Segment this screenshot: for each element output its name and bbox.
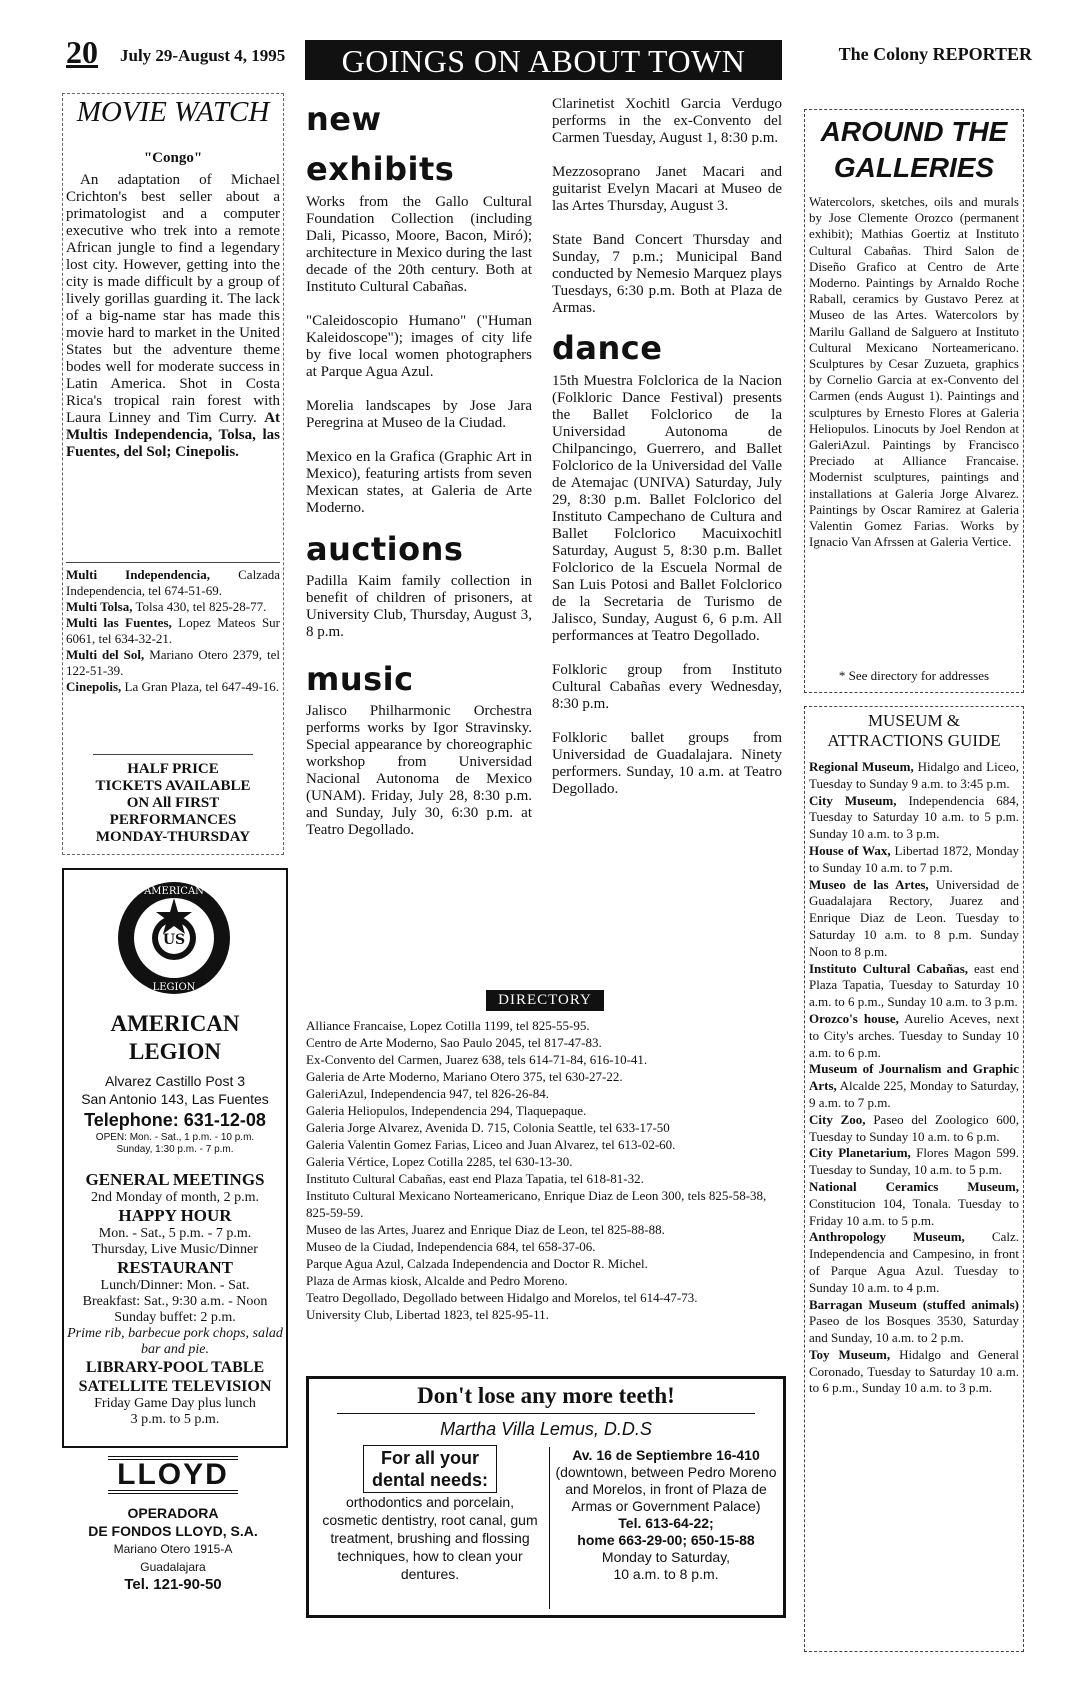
american-legion-ad <box>62 868 288 1448</box>
lloyd-logo: LLOYD <box>108 1456 238 1494</box>
galleries-box <box>804 109 1024 693</box>
dental-services: For all your dental needs: orthodontics and porcelain, cosmetic dentistry, root canal, gum treatment, brushing and flossing techniques, how to clean your dentures. <box>315 1445 545 1583</box>
dental-doctor: Martha Villa Lemus, D.D.S <box>440 1419 652 1439</box>
movie-watch-box <box>62 93 284 855</box>
museum-entry: Instituto Cultural Cabañas, east end Plaza Tapatia, Tuesday to Saturday 10 a.m. to 6 p.m., Sunday 10 a.m. to 3 p.m. <box>809 960 1019 1010</box>
directory-entry: Galeria Jorge Alvarez, Avenida D. 715, Colonia Seattle, tel 633-17-50 <box>306 1120 670 1135</box>
museum-entry: National Ceramics Museum, Constitucion 104, Tonala. Tuesday to Friday 10 a.m. to 5 p.m. <box>809 1178 1019 1228</box>
column-three <box>552 96 782 798</box>
auctions-text: Padilla Kaim family collection in benefit of children of prisoners, at University Club, Thursday, August 3, 8 p.m. <box>306 573 532 640</box>
lloyd-info: OPERADORA DE FONDOS LLOYD, S.A. Mariano Otero 1915-A Guadalajara Tel. 121-90-50 <box>88 1505 258 1593</box>
cinema-item: Multi las Fuentes, Lopez Mateos Sur 6061, tel 634-32-21. <box>66 615 281 646</box>
directory-entry: Galeria Vértice, Lopez Cotilla 2285, tel 630-13-30. <box>306 1154 573 1169</box>
dental-headline: Don't lose any more teeth! <box>417 1383 675 1408</box>
directory-entry: University Club, Libertad 1823, tel 825-95-11. <box>306 1307 549 1322</box>
directory-entry: Museo de las Artes, Juarez and Enrique Diaz de Leon, tel 825-88-88. <box>306 1222 665 1237</box>
paper-name: The Colony REPORTER <box>838 44 1032 64</box>
legion-info: Alvarez Castillo Post 3 San Antonio 143, Las Fuentes Telephone: 631-12-08 OPEN: Mon. - Sat., 1 p.m. - 10 p.m. Sunday, 1:30 p.m. - 7 p.m. <box>81 1073 269 1155</box>
galleries-text: Watercolors, sketches, oils and murals by Jose Clemente Orozco (permanent exhibit); Mathias Goertiz at Instituto Cultural Cabañas. Third Salon de Diseño Grafico at Centro de Arte Moderno. Paintings by Arnaldo Roche Raball, ceramics by Gustavo Perez at Museo de las Artes. Watercolors by Marilu Galland de Salguero at Instituto Cultural Mexicano Norteamericano. Sculptures by Cesar Zuzueta, graphics by Cornelio Garcia at ex-Convento del Carmen (ends August 1). Paintings and sculptures by Ernesto Flores at Galeria Heliopulos. Linocuts by Joel Rendon at GaleriAzul. Paintings by Francisco Preciado at Alliance Francaise. Modernist sculptures, paintings and installations at Galeria Jorge Alvarez. Paintings by Oscar Ramirez at Galeria Valentin Gomez Farias. Works by Ignacio Van Afrssen at Galeria Vertice. <box>809 194 1019 550</box>
column-two <box>306 94 532 839</box>
directory-entry: Parque Agua Azul, Calzada Independencia and Doctor R. Michel. <box>306 1256 648 1271</box>
emblem-center-text: US <box>162 932 186 948</box>
needs-title: For all your dental needs: <box>363 1445 497 1493</box>
showing-text: At Multis Independencia, Tolsa, las Fuentes, del Sol; Cinepolis. <box>66 410 281 460</box>
museum-entry: City Planetarium, Flores Magon 599. Tuesday to Sunday, 10 a.m. to 5 p.m. <box>809 1145 1019 1178</box>
dance-item: 15th Muestra Folclorica de la Nacion (Folkloric Dance Festival) presents the Ballet Folclorico de la Universidad Autonoma de Chilpancingo, Guerrero, and Ballet Folclorico de la Universidad del Valle de Atemajac (UNIVA) Saturday, July 29, 8:30 p.m. Ballet Folclorico del Instituto Campechano de Cultura and Ballet Folclorico Macuixochitl Saturday, August 5, 8:30 p.m. Ballet Folclorico de la Escuela Normal de San Luis Potosi and Ballet Folclorico de la Secretaria de Turismo de Jalisco, Sunday, August 6, 6 p.m. All performances at Teatro Degollado. <box>552 373 782 644</box>
exhibit-item: Morelia landscapes by Jose Jara Peregrina at Museo de la Ciudad. <box>306 398 532 431</box>
museum-entry: Anthropology Museum, Calz. Independencia and Campesino, in front of Parque Agua Azul. Tuesday to Sunday 10 a.m. to 4 p.m. <box>809 1229 1019 1295</box>
museum-entry: House of Wax, Libertad 1872, Monday to Sunday 10 a.m. to 7 p.m. <box>809 842 1019 875</box>
directory-entry: Galeria Valentin Gomez Farias, Liceo and Juan Alvarez, tel 613-02-60. <box>306 1137 676 1152</box>
music-item: Clarinetist Xochitl Garcia Verdugo performs in the ex-Convento del Carmen Tuesday, August 1, 8:30 p.m. <box>552 96 782 146</box>
auctions-heading: auctions <box>306 530 464 568</box>
directory-entry: Ex-Convento del Carmen, Juarez 638, tels 614-71-84, 616-10-41. <box>306 1052 648 1067</box>
cinema-item: Multi Independencia, Calzada Independencia, tel 674-51-69. <box>66 567 280 598</box>
directory-entry: Galeria de Arte Moderno, Mariano Otero 375, tel 630-27-22. <box>306 1069 623 1084</box>
directory <box>306 990 784 1323</box>
directory-entry: Alliance Francaise, Lopez Cotilla 1199, tel 825-55-95. <box>306 1018 590 1033</box>
directory-entry: Centro de Arte Moderno, Sao Paulo 2045, tel 817-47-83. <box>306 1035 602 1050</box>
legion-emblem <box>114 878 234 998</box>
exhibit-item: "Caleidoscopio Humano" ("Human Kaleidoscope"); images of city life by five local women photographers at Parque Agua Azul. <box>306 313 532 380</box>
lloyd-ad <box>62 1456 284 1616</box>
museum-entry: City Museum, Independencia 684, Tuesday to Saturday 10 a.m. to 5 p.m. Sunday 10 a.m. to 3 p.m. <box>809 792 1020 842</box>
directory-entry: Teatro Degollado, Degollado between Hidalgo and Morelos, tel 614-47-73. <box>306 1290 698 1305</box>
museum-entry: Museo de las Artes, Universidad de Guadalajara Rectory, Juarez and Enrique Diaz de Leon. Tuesday to Saturday 10 a.m. to 8 p.m. Sunday Noon to 8 p.m. <box>809 876 1019 959</box>
directory-entry: Museo de la Ciudad, Independencia 684, tel 658-37-06. <box>306 1239 596 1254</box>
new-exhibits-heading: new exhibits <box>306 100 455 188</box>
cinema-item: Cinepolis, La Gran Plaza, tel 647-49-16. <box>66 679 280 694</box>
cinema-item: Multi Tolsa, Tolsa 430, tel 825-28-77. <box>66 599 267 614</box>
exhibit-item: Mexico en la Grafica (Graphic Art in Mexico), featuring artists from seven Mexican states, at Galeria de Arte Moderno. <box>306 449 532 516</box>
emblem-top-text: AMERICAN <box>144 886 204 897</box>
museum-guide-heading: MUSEUM & ATTRACTIONS GUIDE <box>827 711 1001 750</box>
directory-entry: Galeria Heliopulos, Independencia 294, Tlaquepaque. <box>306 1103 587 1118</box>
legion-details: GENERAL MEETINGS 2nd Monday of month, 2 p.m. HAPPY HOUR Mon. - Sat., 5 p.m. - 7 p.m. Thursday, Live Music/Dinner RESTAURANT Lunch/Dinner: Mon. - Sat. Breakfast: Sat., 9:30 a.m. - Noon Sunday buffet: 2 p.m. Prime rib, barbecue pork chops, salad bar and pie. LIBRARY-POOL TABLE SATELLITE TELEVISION Friday Game Day plus lunch 3 p.m. to 5 p.m. <box>67 1170 283 1427</box>
music-item: Mezzosoprano Janet Macari and guitarist Evelyn Macari at Museo de las Artes Thursday, August 3. <box>552 164 782 214</box>
film-title: "Congo" <box>143 150 203 166</box>
music-item: State Band Concert Thursday and Sunday, 7 p.m.; Municipal Band conducted by Nemesio Marquez plays Tuesdays, 6:30 p.m. Both at Plaza de Armas. <box>552 232 782 316</box>
dental-ad <box>306 1376 786 1618</box>
museum-entry: Regional Museum, Hidalgo and Liceo, Tuesday to Sunday 9 a.m. to 3:45 p.m. <box>809 759 1019 791</box>
masthead <box>0 0 1090 80</box>
music-item: Jalisco Philharmonic Orchestra performs works by Igor Stravinsky. Special appearance by choreographic workshop from Universidad Nacional Autonoma de Mexico (UNAM). Friday, July 28, 8:30 p.m. and Sunday, July 30, 6:30 p.m. at Teatro Degollado. <box>306 703 532 838</box>
dental-address: Av. 16 de Septiembre 16-410 (downtown, between Pedro Moreno and Morelos, in front of Plaza de Armas or Government Palace) Tel. 613-64-22; home 663-29-00; 650-15-88 Monday to Saturday, 10 a.m. to 8 p.m. <box>555 1447 777 1582</box>
museum-guide <box>804 706 1024 1652</box>
half-price-notice: HALF PRICE TICKETS AVAILABLE ON All FIRST PERFORMANCES MONDAY-THURSDAY <box>93 754 253 846</box>
galleries-note: * See directory for addresses <box>838 668 990 683</box>
directory-entry: GaleriAzul, Independencia 947, tel 826-26-84. <box>306 1086 549 1101</box>
cinema-item: Multi del Sol, Mariano Otero 2379, tel 122-51-39. <box>66 647 281 678</box>
legion-title: AMERICAN LEGION <box>110 1011 240 1064</box>
directory-entry: Plaza de Armas kiosk, Alcalde and Pedro Moreno. <box>306 1273 568 1288</box>
museum-entry: Orozco's house, Aurelio Aceves, next to City's arches. Tuesday to Sunday 10 a.m. to 6 p.m. <box>809 1010 1019 1060</box>
dance-heading: dance <box>552 329 663 367</box>
directory-entry: Instituto Cultural Mexicano Norteamericano, Enrique Diaz de Leon 300, tels 825-58-38, 825-59-59. <box>306 1188 767 1220</box>
museum-entry: Barragan Museum (stuffed animals) Paseo de los Bosques 3530, Saturday and Sunday, 10 a.m. to 2 p.m. <box>809 1296 1019 1346</box>
cinema-list <box>66 562 280 695</box>
movie-review <box>66 172 280 461</box>
emblem-bottom-text: LEGION <box>152 982 196 993</box>
dance-item: Folkloric group from Instituto Cultural Cabañas every Wednesday, 8:30 p.m. <box>552 662 782 712</box>
exhibit-item: Works from the Gallo Cultural Foundation Collection (including Dali, Picasso, Moore, Bacon, Miró); architecture in Mexico during the last decade of the 20th century. Both at Instituto Cultural Cabañas. <box>306 194 532 295</box>
directory-heading: DIRECTORY <box>486 990 604 1011</box>
directory-list <box>306 1017 784 1323</box>
museum-entry: Museum of Journalism and Graphic Arts, Alcalde 225, Monday to Saturday, 9 a.m. to 7 p.m. <box>809 1061 1019 1110</box>
music-heading: music <box>306 660 414 698</box>
review-text: An adaptation of Michael Crichton's best seller about a primatologist and a computer executive who trek into a remote African jungle to find a legendary lost city. However, getting into the city is made difficult by a group of lively gorillas guarding it. The lack of a big-name star has made this movie hard to market in the United States but the adventure theme bodes well for moderate success in Latin America. Shot in Costa Rica's tropical rain forest with Laura Linney and Tim Curry. <box>66 172 280 426</box>
museum-entry: City Zoo, Paseo del Zoologico 600, Tuesday to Sunday 10 a.m. to 6 p.m. <box>809 1111 1020 1144</box>
dance-item: Folkloric ballet groups from Universidad de Guadalajara. Ninety performers. Sunday, 10 a.m. at Teatro Degollado. <box>552 730 782 797</box>
section-title: GOINGS ON ABOUT TOWN <box>305 40 782 80</box>
galleries-heading: AROUND THE GALLERIES <box>820 116 1008 183</box>
directory-entry: Instituto Cultural Cabañas, east end Plaza Tapatia, tel 618-81-32. <box>306 1171 644 1186</box>
museum-list <box>809 759 1019 1397</box>
movie-watch-heading: MOVIE WATCH <box>76 96 270 128</box>
museum-entry: Toy Museum, Hidalgo and General Coronado, Tuesday to Saturday 10 a.m. to 6 p.m., Sunday 10 a.m. to 3 p.m. <box>809 1346 1020 1396</box>
issue-date: July 29-August 4, 1995 <box>120 46 286 65</box>
page-number: 20 <box>66 34 98 70</box>
